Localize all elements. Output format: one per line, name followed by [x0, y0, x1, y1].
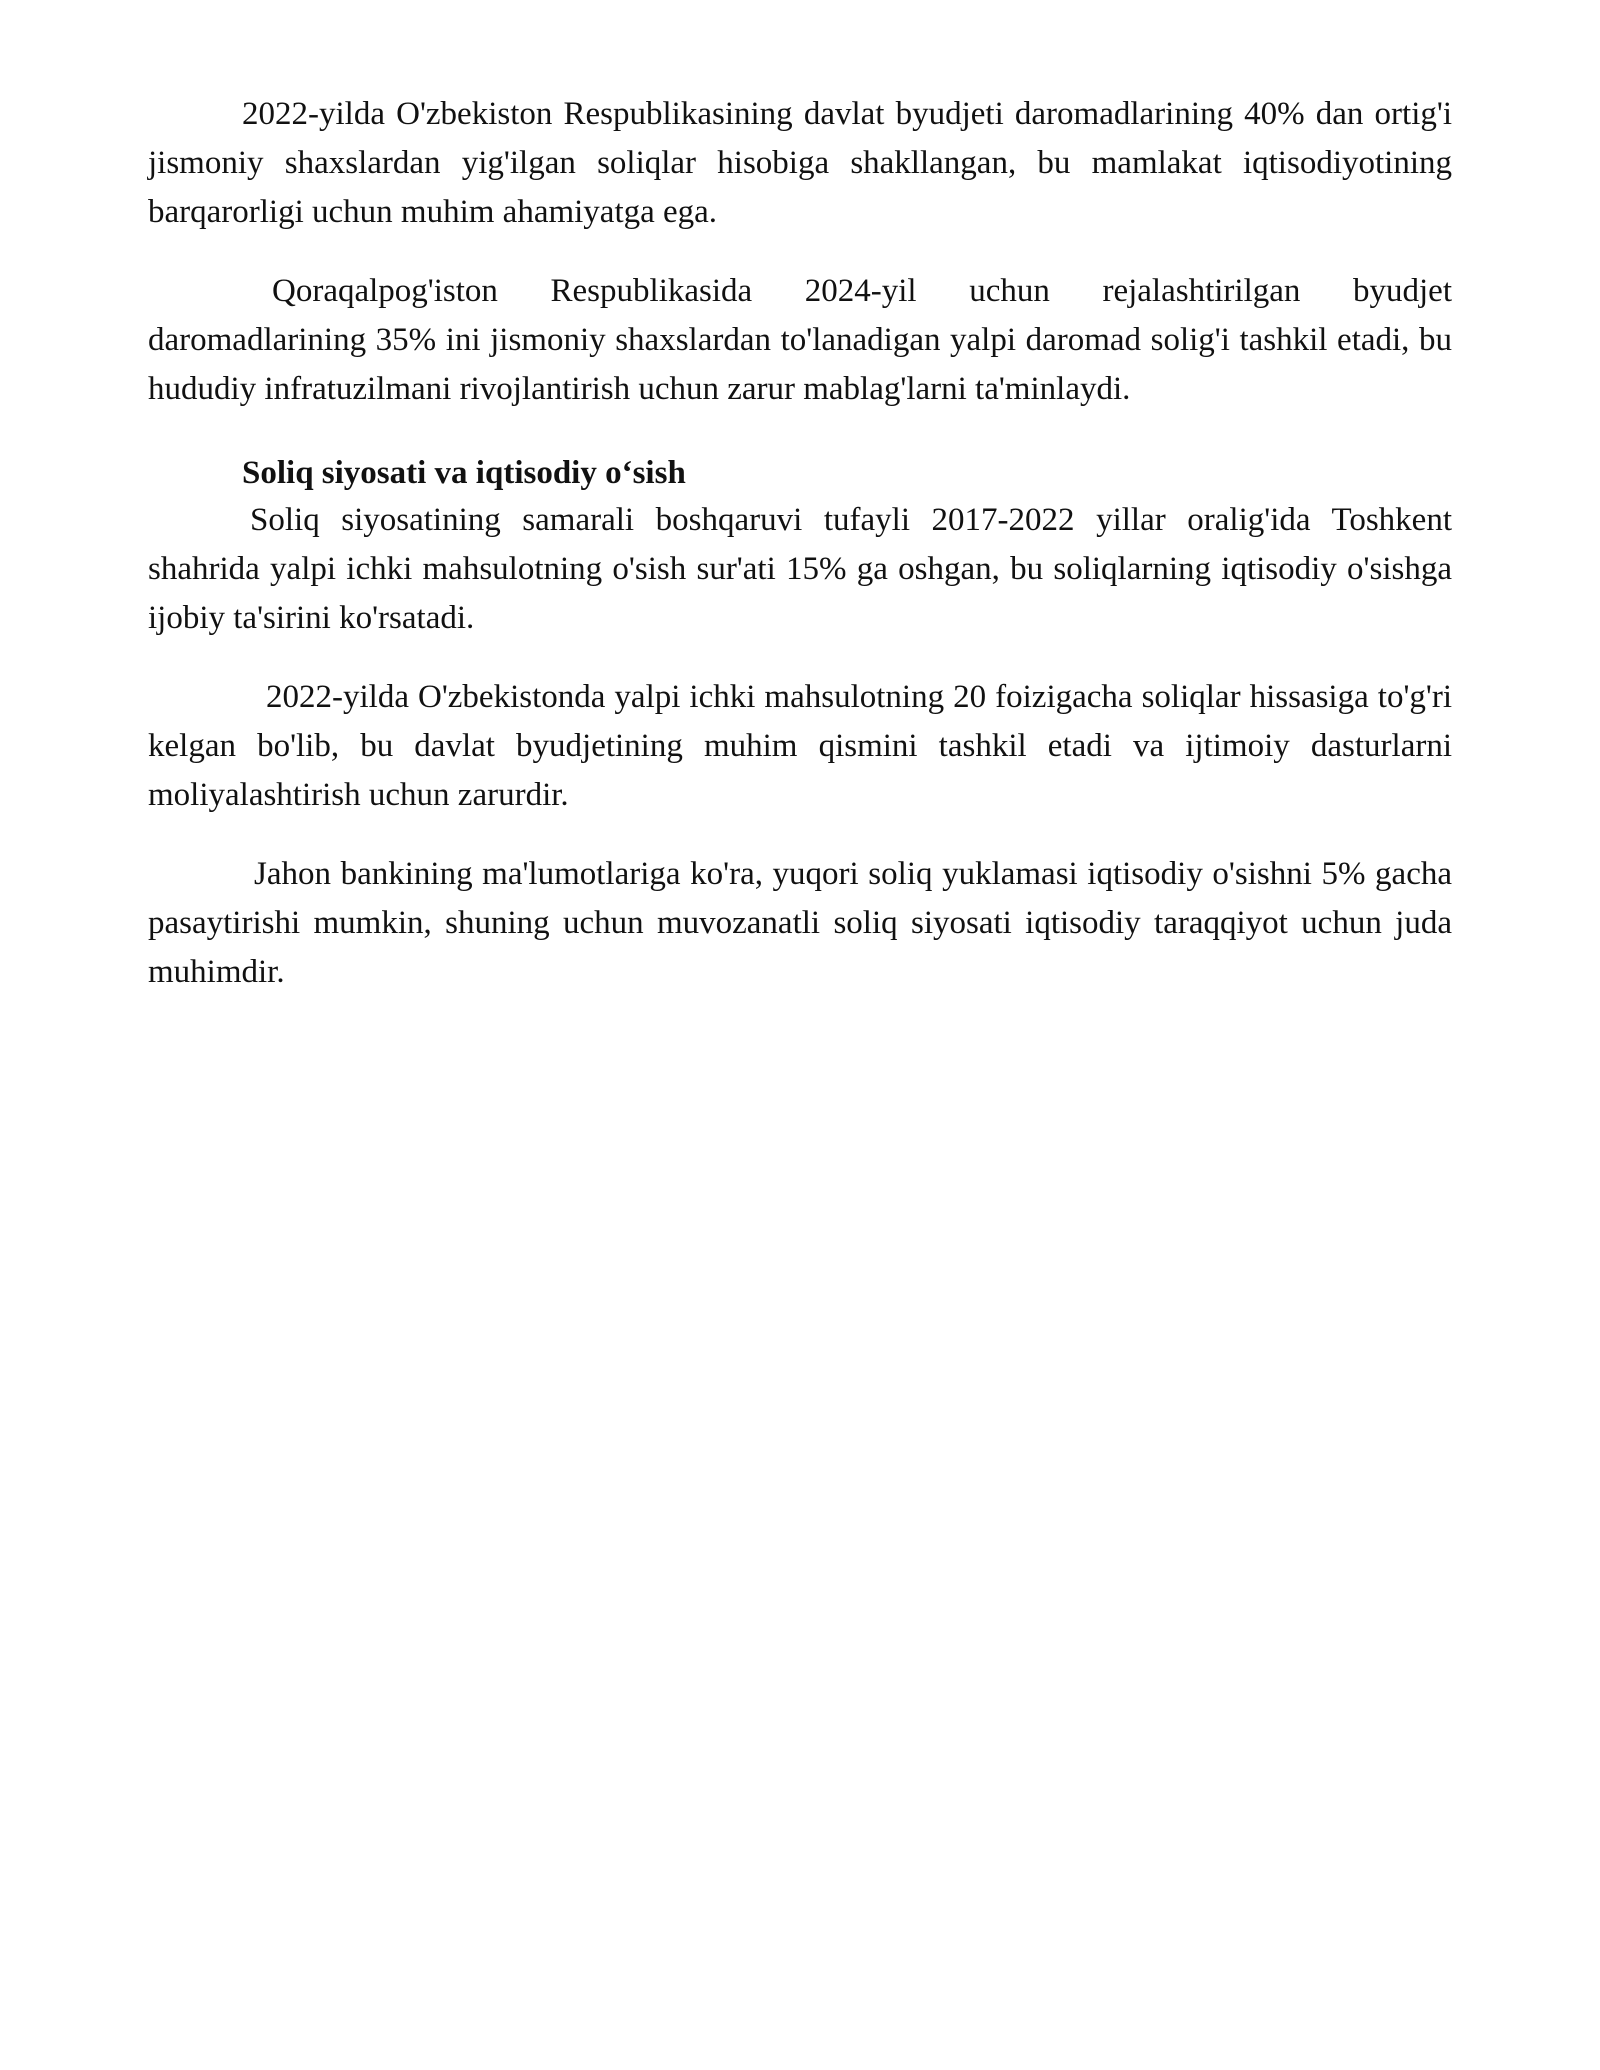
paragraph-world-bank: Jahon bankining ma'lumotlariga ko'ra, yuqori soliq yuklamasi iqtisodiy o'sishni 5% gacha pasaytirishi mumkin, shuning uchun muvozanatli soliq siyosati iqtisodiy taraqqiyot uchun juda muhimdir. — [148, 856, 1452, 990]
paragraph-tashkent-gdp: Soliq siyosatining samarali boshqaruvi tufayli 2017-2022 yillar oralig'ida Toshkent shahrida yalpi ichki mahsulotning o'sish sur'ati 15% ga oshgan, bu soliqlarning iqtisodiy o'sishga ijobiy ta'sirini ko'rsatadi. — [148, 502, 1452, 636]
document-body — [148, 90, 1452, 997]
paragraph-tax-share-gdp: 2022-yilda O'zbekistonda yalpi ichki mahsulotning 20 foizigacha soliqlar hissasiga to'g'ri kelgan bo'lib, bu davlat byudjetining muhim qismini tashkil etadi va ijtimoiy dasturlarni moliyalashtirish uchun zarurdir. — [148, 679, 1452, 813]
section-heading: Soliq siyosati va iqtisodiy o‘sish — [242, 455, 686, 491]
paragraph-karakalpakstan-budget: Qoraqalpog'iston Respublikasida 2024-yil uchun rejalashtirilgan byudjet daromadlarining 35% ini jismoniy shaxslardan to'lanadigan yalpi daromad solig'i tashkil etadi, bu hududiy infratuzilmani rivojlantirish uchun zarur mablag'larni ta'minlaydi. — [148, 273, 1452, 407]
paragraph-budget-income: 2022-yilda O'zbekiston Respublikasining davlat byudjeti daromadlarining 40% dan ortig'i jismoniy shaxslardan yig'ilgan soliqlar hisobiga shakllangan, bu mamlakat iqtisodiyotining barqarorligi uchun muhim ahamiyatga ega. — [148, 96, 1452, 230]
